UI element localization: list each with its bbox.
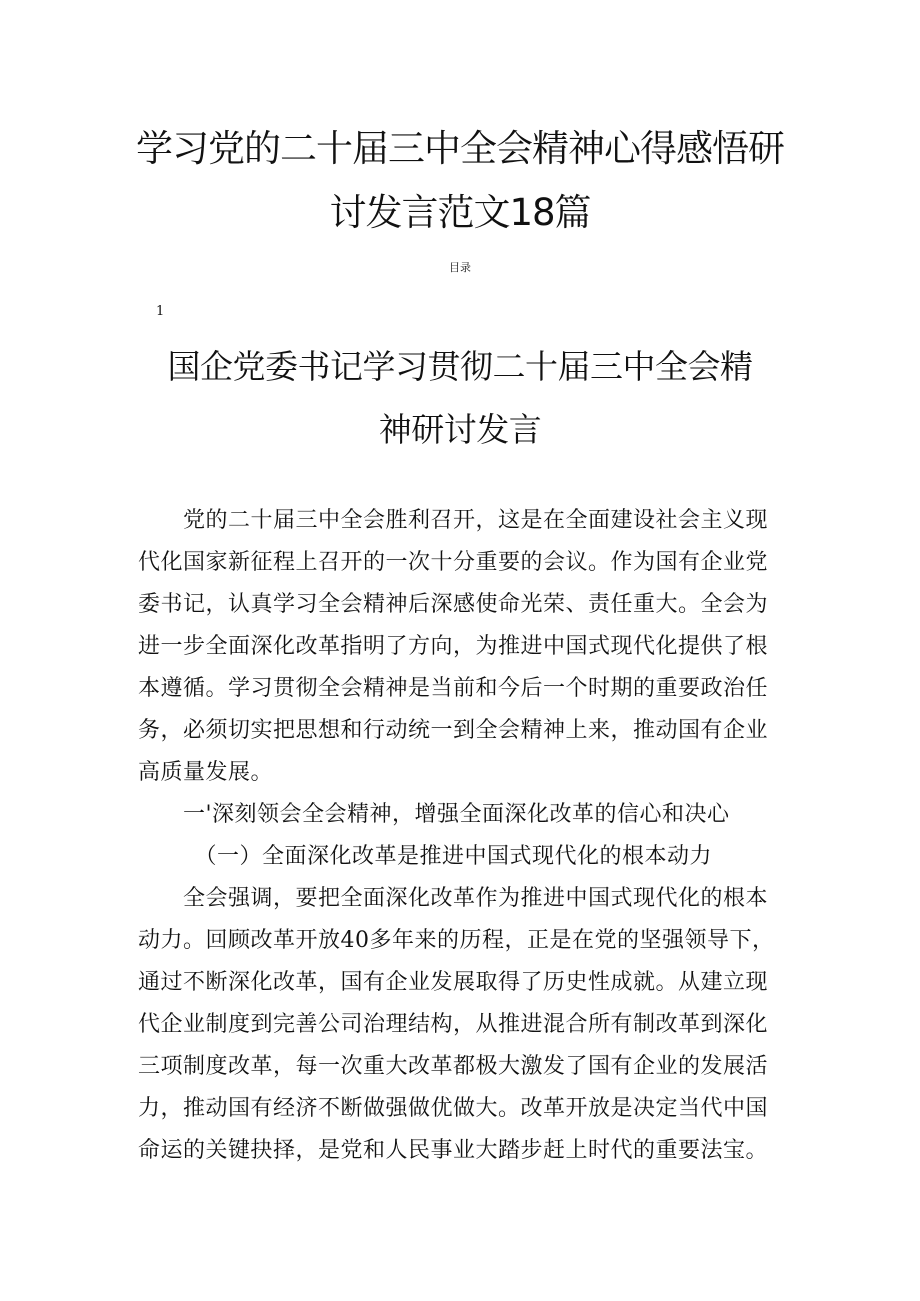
body-line: 代企业制度到完善公司治理结构，从推进混合所有制改革到深化 [138, 1012, 769, 1037]
body-line: 务，必须切实把思想和行动统一到全会精神上来，推动国有企业 [138, 718, 769, 743]
body-line: 进一步全面深化改革指明了方向，为推进中国式现代化提供了根 [138, 634, 769, 659]
body-line: 三项制度改革，每一次重大改革都极大激发了国有企业的发展活 [138, 1054, 769, 1079]
document-title-line-1: 学习党的二十届三中全会精神心得感悟研 [136, 127, 784, 170]
subsection-heading: （一）全面深化改革是推进中国式现代化的根本动力 [138, 844, 713, 869]
body-line: 本遵循。学习贯彻全会精神是当前和今后一个时期的重要政治任 [138, 676, 769, 701]
toc-label: 目录 [449, 261, 471, 274]
body-line: 委书记，认真学习全会精神后深感使命光荣、责任重大。全会为 [138, 592, 769, 617]
body-line: 动力。回顾改革开放40多年来的历程，正是在党的坚强领导下， [138, 928, 775, 953]
section-title-line-1: 国企党委书记学习贯彻二十届三中全会精 [167, 347, 753, 386]
body-line: 命运的关键抉择，是党和人民事业大踏步赶上时代的重要法宝。 [138, 1138, 769, 1163]
document-title-line-2: 讨发言范文18篇 [329, 191, 591, 234]
body-line: 通过不断深化改革，国有企业发展取得了历史性成就。从建立现 [138, 970, 769, 995]
section-heading: 一'深刻领会全会精神，增强全面深化改革的信心和决心 [138, 802, 730, 827]
body-line: 代化国家新征程上召开的一次十分重要的会议。作为国有企业党 [138, 550, 769, 575]
body-line: 全会强调，要把全面深化改革作为推进中国式现代化的根本 [138, 886, 769, 911]
body-line: 党的二十届三中全会胜利召开，这是在全面建设社会主义现 [138, 508, 769, 533]
body-paragraphs [138, 500, 790, 1172]
body-line: 力，推动国有经济不断做强做优做大。改革开放是决定当代中国 [138, 1096, 769, 1121]
section-number: 1 [156, 304, 165, 319]
body-line: 高质量发展。 [138, 760, 274, 785]
section-title-line-2: 神研讨发言 [378, 410, 542, 449]
